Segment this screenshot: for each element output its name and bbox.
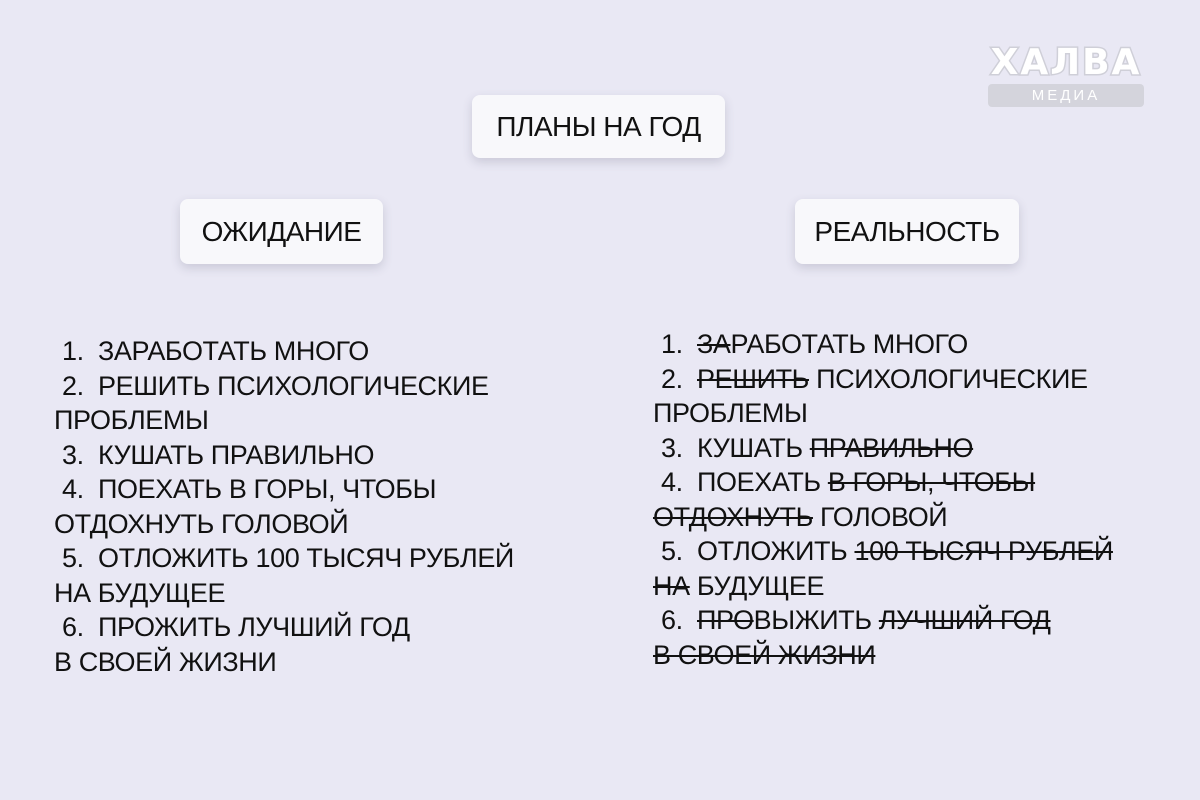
halva-media-logo xyxy=(988,44,1144,107)
list-item: 6. ПРОВЫЖИТЬ ЛУЧШИЙ ГОД xyxy=(661,605,1051,635)
list-item: 6. ПРОЖИТЬ ЛУЧШИЙ ГОД xyxy=(62,612,410,642)
list-item: 2. РЕШИТЬ ПСИХОЛОГИЧЕСКИЕ xyxy=(661,363,1088,394)
reality-header: РЕАЛЬНОСТЬ xyxy=(814,215,1000,247)
page-title: ПЛАНЫ НА ГОД xyxy=(496,110,701,142)
reality-header-card xyxy=(795,199,1019,264)
list-item: 3. КУШАТЬ ПРАВИЛЬНО xyxy=(661,432,974,463)
list-item: 4. ПОЕХАТЬ В ГОРЫ, ЧТОБЫ xyxy=(62,474,437,504)
expectation-list: 1. ЗАРАБОТАТЬ МНОГО 2. РЕШИТЬ ПСИХОЛОГИЧЕСКИЕ ПРОБЛЕМЫ 3. КУШАТЬ ПРАВИЛЬНО 4. ПОЕХАТЬ В ГОРЫ, ЧТОБЫ ОТДОХНУТЬ ГОЛОВОЙ 5. ОТЛОЖИТЬ 100 ТЫСЯЧ РУБЛЕЙ НА БУДУЩЕЕ 6. ПРОЖИТЬ ЛУЧШИЙ ГОД В СВОЕЙ ЖИЗНИ xyxy=(54,334,614,679)
logo-subtitle: МЕДИА xyxy=(988,84,1144,107)
list-item: 1. ЗАРАБОТАТЬ МНОГО xyxy=(62,336,369,366)
logo-wordmark: ХАЛВА xyxy=(990,42,1142,83)
title-card xyxy=(472,95,725,158)
list-item: 2. РЕШИТЬ ПСИХОЛОГИЧЕСКИЕ xyxy=(62,370,489,401)
list-item: 5. ОТЛОЖИТЬ 100 ТЫСЯЧ РУБЛЕЙ xyxy=(661,536,1113,566)
expectation-header-card xyxy=(180,199,383,264)
expectation-header: ОЖИДАНИЕ xyxy=(201,215,362,247)
list-item: 5. ОТЛОЖИТЬ 100 ТЫСЯЧ РУБЛЕЙ xyxy=(62,543,514,573)
reality-list: 1. ЗАРАБОТАТЬ МНОГО 2. РЕШИТЬ ПСИХОЛОГИЧЕСКИЕ ПРОБЛЕМЫ 3. КУШАТЬ ПРАВИЛЬНО 4. ПОЕХАТЬ В ГОРЫ, ЧТОБЫ ОТДОХНУТЬ ГОЛОВОЙ 5. ОТЛОЖИТЬ 100 ТЫСЯЧ РУБЛЕЙ НА БУДУЩЕЕ 6. ПРОВЫЖИТЬ ЛУЧШИЙ ГОД В СВОЕЙ ЖИЗНИ xyxy=(653,327,1193,672)
list-item: 4. ПОЕХАТЬ В ГОРЫ, ЧТОБЫ xyxy=(661,467,1036,497)
list-item: 1. ЗАРАБОТАТЬ МНОГО xyxy=(661,329,968,359)
list-item: 3. КУШАТЬ ПРАВИЛЬНО xyxy=(62,439,375,470)
